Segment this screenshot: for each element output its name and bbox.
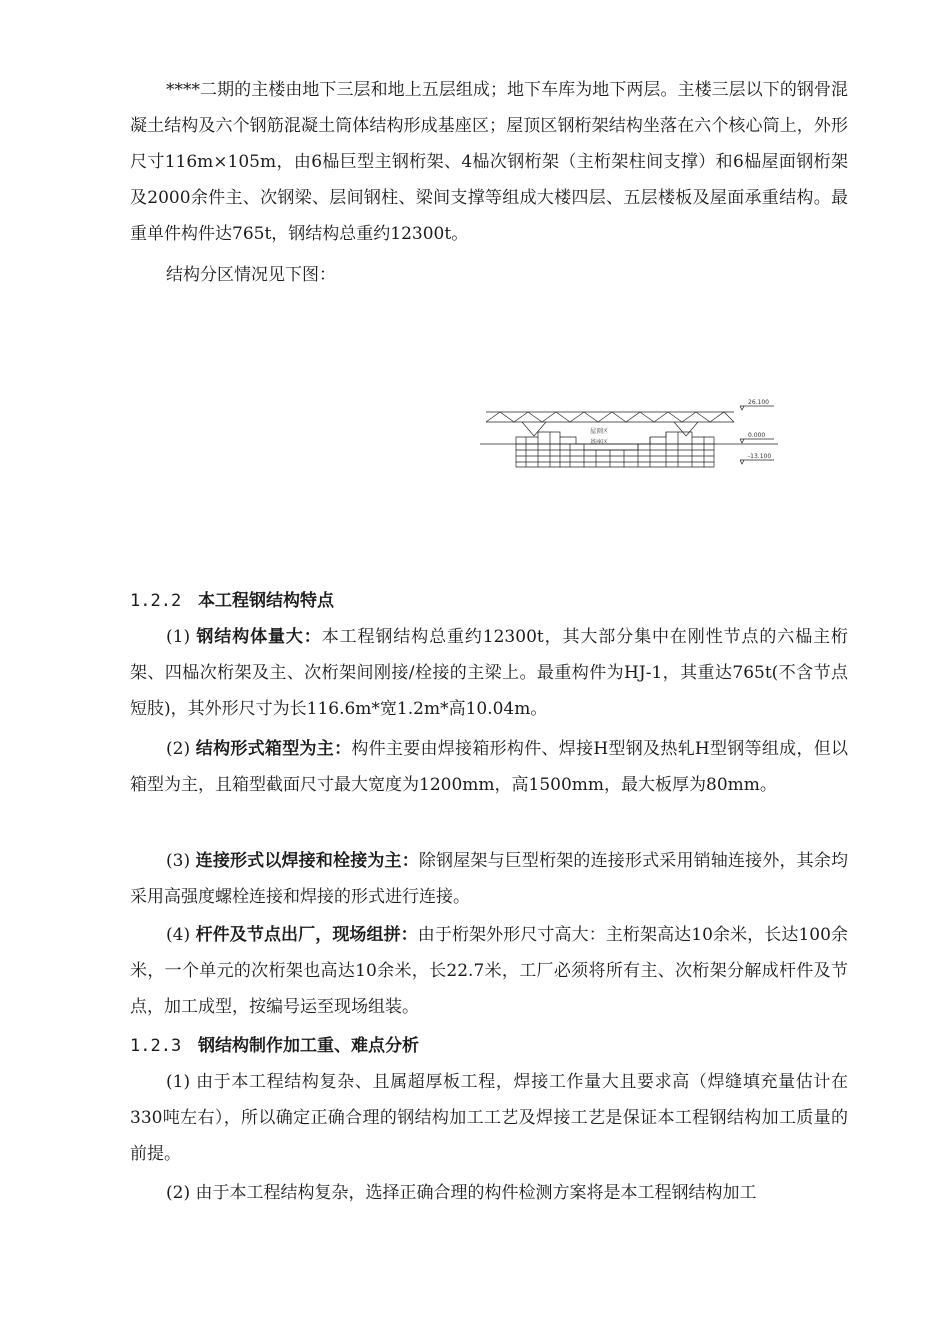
section-122-number: 1.2.2 <box>130 591 182 611</box>
elevation-bottom: -13.100 <box>748 453 772 460</box>
item-lead-bold: 钢结构体量大： <box>196 627 322 647</box>
core-support-left <box>522 422 546 436</box>
truss-diagonals <box>486 412 734 422</box>
feature-item-3 <box>130 843 848 915</box>
feature-item-2 <box>130 731 848 803</box>
label-base-zone: 基座区 <box>590 439 609 446</box>
section-123-heading <box>130 1028 848 1064</box>
item-lead-bold: 杆件及节点出厂，现场组拼： <box>195 925 418 945</box>
item-lead-bold: 连接形式以焊接和栓接为主： <box>195 851 419 871</box>
structure-zoning-diagram <box>478 392 790 476</box>
section-123-number: 1.2.3 <box>130 1036 182 1056</box>
section-122-heading <box>130 583 848 619</box>
item-text: 构件主要由焊接箱形构件、焊接H型钢及热轧H型钢等组成，但以箱型为主，且箱型截面尺寸最大宽度为1200mm，高1500mm，最大板厚为80mm。 <box>130 739 849 795</box>
difficulty-item-2: (2) 由于本工程结构复杂，选择正确合理的构件检测方案将是本工程钢结构加工 <box>166 1183 757 1203</box>
item-number: (3) <box>166 851 196 871</box>
item-text: 除钢屋架与巨型桁架的连接形式采用销轴连接外，其余均采用高强度螺栓连接和焊接的形式进行连接。 <box>130 851 849 907</box>
intro-paragraph: ****二期的主楼由地下三层和地上五层组成；地下车库为地下两层。主楼三层以下的钢骨混凝土结构及六个钢筋混凝土筒体结构形成基座区；屋顶区钢桁架结构坐落在六个核心筒上，外形尺寸116m×105m，由6榀巨型主钢桁架、4榀次钢桁架（主桁架柱间支撑）和6榀屋面钢桁架及2000余件主、次钢梁、层间钢柱、梁间支撑等组成大楼四层、五层楼板及屋面承重结构。最重单件构件达765t，钢结构总重约12300t。 <box>130 80 848 244</box>
item-number: (4) <box>166 925 196 945</box>
core-support-right <box>674 422 698 436</box>
item-lead-bold: 结构形式箱型为主： <box>195 739 352 759</box>
elevation-top: 26.100 <box>748 399 769 406</box>
elevation-zero: 0.000 <box>748 432 766 439</box>
section-123-title: 钢结构制作加工重、难点分析 <box>198 1036 419 1056</box>
item-text: 由于桁架外形尺寸高大：主桁架高达10余米，长达100余米，一个单元的次桁架也高达10余米，长22.7米，工厂必须将所有主、次桁架分解成杆件及节点，加工成型，按编号运至现场组装。 <box>130 925 848 1017</box>
base-grid <box>516 432 714 467</box>
feature-item-4 <box>130 917 848 1025</box>
item-number: (2) <box>166 739 196 759</box>
item-number: (1) <box>166 627 197 647</box>
feature-item-1 <box>130 619 848 727</box>
section-122-title: 本工程钢结构特点 <box>198 591 334 611</box>
figure-intro-text: 结构分区情况见下图： <box>166 265 336 285</box>
difficulty-item-1: (1) 由于本工程结构复杂、且属超厚板工程，焊接工作量大且要求高（焊缝填充量估计在330吨左右），所以确定正确合理的钢结构加工工艺及焊接工艺是保证本工程钢结构加工质量的前提。 <box>130 1072 848 1164</box>
label-roof-zone: 屋顶区 <box>590 428 609 435</box>
item-text: 本工程钢结构总重约12300t，其大部分集中在刚性节点的六榀主桁架、四榀次桁架及主、次桁架间刚接/栓接的主梁上。最重构件为HJ-1，其重达765t(不含节点短肢)，其外形尺寸为长116.6m*宽1.2m*高10.04m。 <box>130 627 849 719</box>
